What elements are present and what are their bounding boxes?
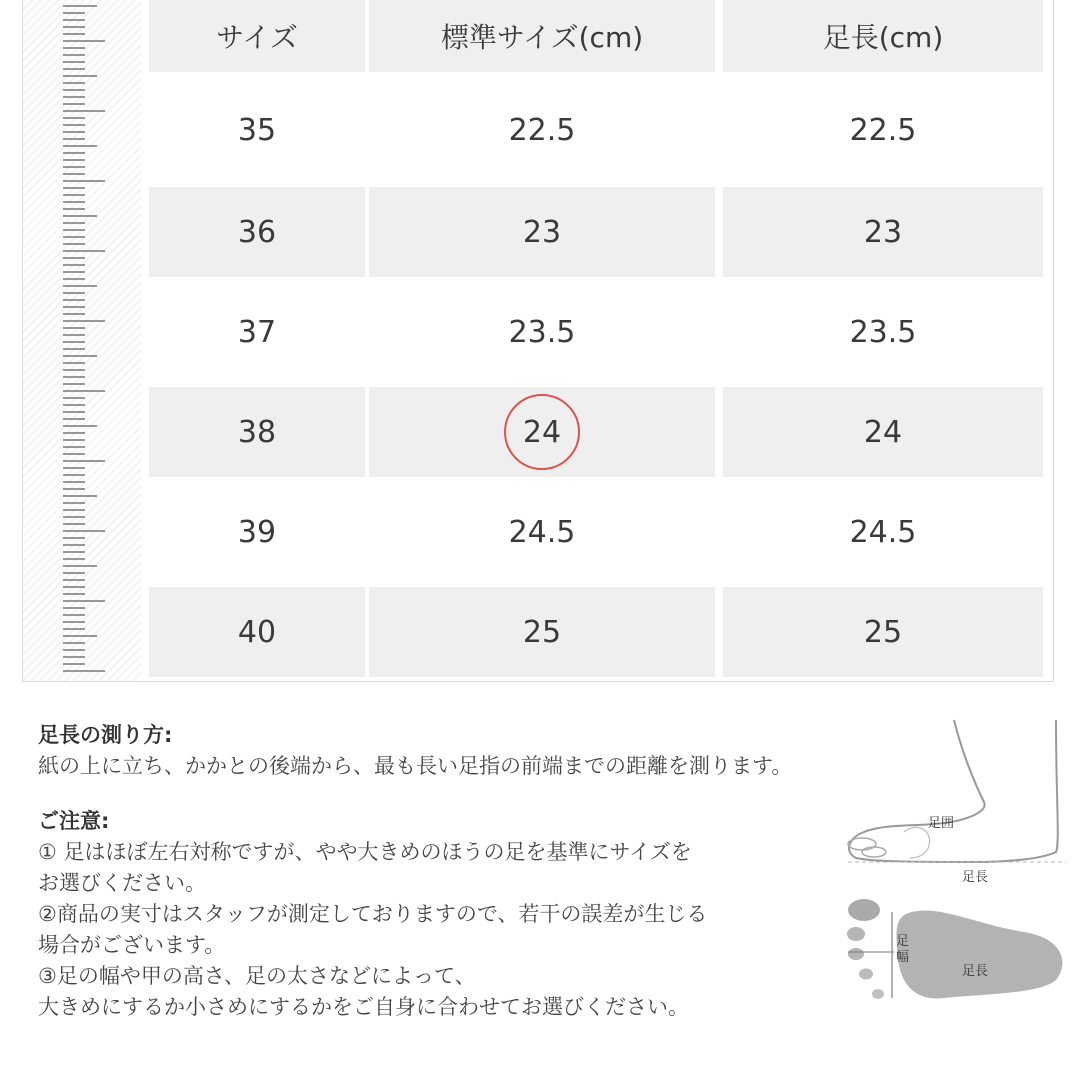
caution-line: 大きめにするか小さめにするかをご自身に合わせてお選びください。	[38, 995, 689, 1019]
caution-line: お選びください。	[38, 871, 206, 895]
ruler-decoration	[23, 0, 141, 682]
caution-line: ②商品の実寸はスタッフが測定しておりますので、若干の誤差が生じる	[38, 902, 708, 926]
cell-foot-length: 23	[723, 187, 1043, 277]
caution-line: 場合がございます。	[38, 933, 226, 957]
table-row	[149, 187, 1049, 277]
measure-heading: 足長の測り方:	[38, 723, 173, 747]
cell-foot-length: 24	[723, 387, 1043, 477]
cell-foot-length: 23.5	[849, 314, 917, 350]
label-length-side: 足長	[962, 870, 989, 885]
cell-size: 35	[237, 113, 277, 148]
table-row	[149, 477, 1049, 587]
cell-foot-length: 25	[723, 587, 1043, 677]
cell-foot-length: 22.5	[849, 113, 917, 148]
header-standard-size: 標準サイズ(cm)	[369, 0, 715, 72]
cell-size: 37	[237, 314, 277, 350]
caution-line: ③足の幅や甲の高さ、足の太さなどによって、	[38, 964, 476, 988]
cell-standard: 24.5	[508, 514, 576, 550]
table-row	[149, 387, 1049, 477]
cell-standard-value: 24	[522, 414, 562, 450]
label-length-sole: 足長	[962, 964, 989, 979]
header-size: サイズ	[149, 0, 365, 72]
table-header-row	[149, 0, 1049, 72]
cell-standard: 22.5	[508, 113, 576, 148]
cell-size: 38	[149, 387, 365, 477]
table-row	[149, 277, 1049, 387]
label-width: 足 幅	[896, 934, 910, 965]
size-table	[149, 0, 1049, 677]
cell-size: 40	[149, 587, 365, 677]
measure-text: 紙の上に立ち、かかとの後端から、最も長い足指の前端までの距離を測ります。	[38, 754, 793, 778]
ruler-ticks	[23, 0, 141, 682]
size-chart-panel	[22, 0, 1054, 682]
cell-standard: 23.5	[508, 314, 576, 350]
cell-standard	[369, 387, 715, 477]
cell-foot-length: 24.5	[849, 514, 917, 550]
header-foot-length: 足長(cm)	[723, 0, 1043, 72]
table-row	[149, 74, 1049, 187]
label-girth: 足囲	[928, 816, 955, 831]
measurement-notes	[38, 720, 838, 1023]
highlight-circle	[504, 394, 580, 470]
cell-size: 36	[149, 187, 365, 277]
cell-size: 39	[237, 514, 277, 550]
foot-illustration	[834, 712, 1074, 1012]
cell-standard: 25	[369, 587, 715, 677]
cell-standard: 23	[369, 187, 715, 277]
caution-heading: ご注意:	[38, 809, 110, 833]
table-row	[149, 587, 1049, 677]
caution-line: ① 足はほぼ左右対称ですが、やや大きめのほうの足を基準にサイズを	[38, 840, 692, 864]
foot-diagram	[834, 712, 1074, 1012]
